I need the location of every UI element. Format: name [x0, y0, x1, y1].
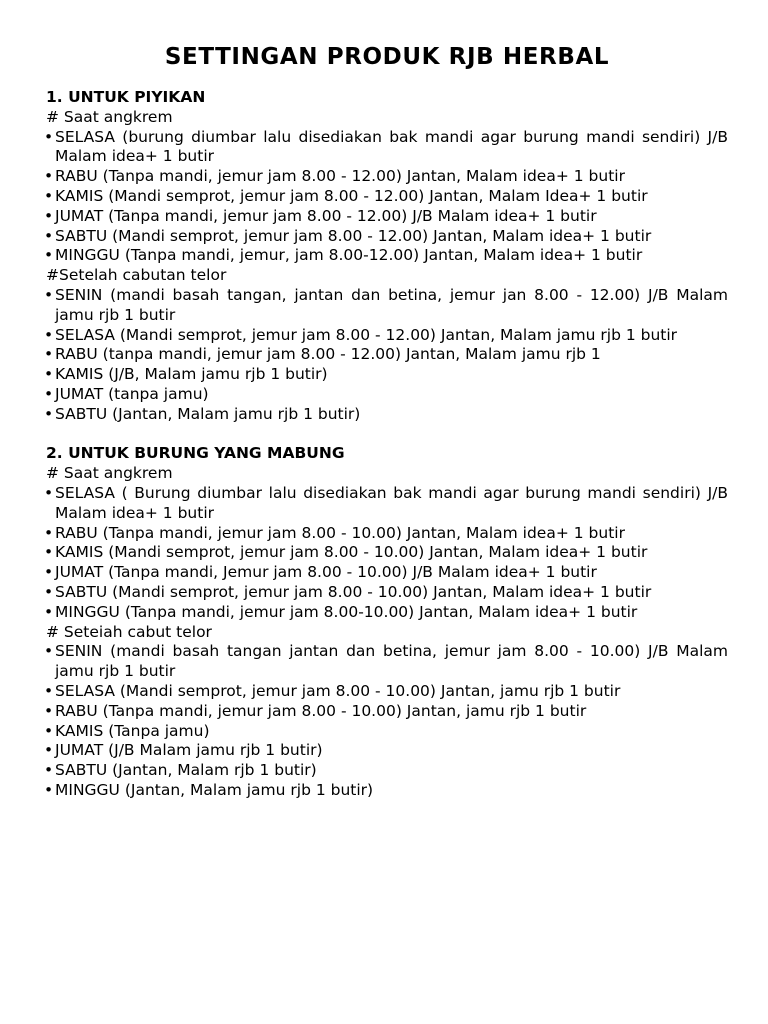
bullet: • — [44, 325, 54, 344]
list-item — [46, 603, 728, 623]
group-label: #Setelah cabutan telor — [46, 266, 227, 285]
list-item — [46, 365, 728, 385]
list-item-text: SELASA ( Burung diumbar lalu disediakan bak mandi agar burung mandi sendiri) J/B Malam idea+ 1 butir — [55, 483, 728, 522]
list-item — [46, 524, 728, 544]
list-item-text: KAMIS (Mandi semprot, jemur jam 8.00 - 10.00) Jantan, Malam idea+ 1 butir — [55, 543, 648, 562]
list-item — [46, 345, 728, 365]
list-item-text: SELASA (Mandi semprot, jemur jam 8.00 - 10.00) Jantan, jamu rjb 1 butir — [55, 681, 621, 700]
section-heading: 1. UNTUK PIYIKAN — [46, 88, 206, 106]
list-item — [46, 484, 728, 524]
schedule-list — [46, 642, 728, 800]
bullet: • — [44, 602, 54, 621]
list-item-text: RABU (Tanpa mandi, jemur jam 8.00 - 10.00) Jantan, jamu rjb 1 butir — [55, 701, 587, 720]
list-item-text: JUMAT (J/B Malam jamu rjb 1 butir) — [55, 741, 323, 760]
list-item — [46, 761, 728, 781]
group-label: # Seteiah cabut telor — [46, 622, 212, 641]
bullet: • — [44, 206, 54, 225]
list-item-text: SABTU (Jantan, Malam rjb 1 butir) — [55, 761, 317, 780]
section-spacer — [46, 425, 728, 445]
list-item — [46, 405, 728, 425]
bullet: • — [44, 404, 54, 423]
bullet: • — [44, 741, 54, 760]
bullet: • — [44, 681, 54, 700]
list-item — [46, 722, 728, 742]
bullet: • — [44, 563, 54, 582]
list-item — [46, 563, 728, 583]
bullet: • — [44, 365, 54, 384]
list-item — [46, 246, 728, 266]
document-title: SETTINGAN PRODUK RJB HERBAL — [164, 44, 610, 70]
list-item — [46, 167, 728, 187]
list-item-text: RABU (Tanpa mandi, jemur jam 8.00 - 12.00) Jantan, Malam idea+ 1 butir — [55, 167, 625, 186]
list-item-text: MINGGU (Jantan, Malam jamu rjb 1 butir) — [55, 780, 374, 799]
schedule-list — [46, 484, 728, 623]
list-item-text: RABU (Tanpa mandi, jemur jam 8.00 - 10.00) Jantan, Malam idea+ 1 butir — [55, 523, 625, 542]
bullet: • — [44, 543, 54, 562]
schedule-list — [46, 286, 728, 425]
bullet: • — [44, 127, 54, 146]
bullet: • — [44, 384, 54, 403]
list-item-text: SABTU (Jantan, Malam jamu rjb 1 butir) — [55, 404, 361, 423]
list-item — [46, 326, 728, 346]
bullet: • — [44, 642, 54, 661]
list-item-text: SELASA (burung diumbar lalu disediakan bak mandi agar burung mandi sendiri) J/B Malam idea+ 1 butir — [55, 127, 728, 166]
section-mabung — [46, 444, 728, 800]
section-piyikan — [46, 88, 728, 425]
list-item — [46, 583, 728, 603]
bullet: • — [44, 167, 54, 186]
list-item-text: MINGGU (Tanpa mandi, jemur jam 8.00-10.00) Jantan, Malam idea+ 1 butir — [55, 602, 638, 621]
list-item — [46, 642, 728, 682]
bullet: • — [44, 345, 54, 364]
list-item-text: KAMIS (J/B, Malam jamu rjb 1 butir) — [55, 365, 328, 384]
list-item — [46, 543, 728, 563]
section-heading: 2. UNTUK BURUNG YANG MABUNG — [46, 444, 345, 463]
list-item-text: RABU (tanpa mandi, jemur jam 8.00 - 12.00) Jantan, Malam jamu rjb 1 — [55, 345, 601, 364]
list-item-text: JUMAT (Tanpa mandi, jemur jam 8.00 - 12.00) J/B Malam idea+ 1 butir — [55, 206, 597, 225]
list-item-text: JUMAT (Tanpa mandi, Jemur jam 8.00 - 10.00) J/B Malam idea+ 1 butir — [55, 563, 597, 582]
list-item — [46, 385, 728, 405]
list-item — [46, 207, 728, 227]
list-item — [46, 187, 728, 207]
list-item-text: JUMAT (tanpa jamu) — [55, 384, 209, 403]
bullet: • — [44, 186, 54, 205]
list-item — [46, 128, 728, 168]
list-item-text: SENIN (mandi basah tangan jantan dan betina, jemur jam 8.00 - 10.00) J/B Malam jamu rjb 1 butir — [55, 642, 728, 681]
bullet: • — [44, 701, 54, 720]
bullet: • — [44, 523, 54, 542]
list-item — [46, 781, 728, 801]
bullet: • — [44, 483, 54, 502]
bullet: • — [44, 780, 54, 799]
list-item — [46, 227, 728, 247]
list-item-text: KAMIS (Mandi semprot, jemur jam 8.00 - 12.00) Jantan, Malam Idea+ 1 butir — [55, 186, 648, 205]
list-item-text: MINGGU (Tanpa mandi, jemur, jam 8.00-12.00) Jantan, Malam idea+ 1 butir — [55, 246, 643, 265]
bullet: • — [44, 285, 54, 304]
bullet: • — [44, 721, 54, 740]
list-item — [46, 286, 728, 326]
bullet: • — [44, 226, 54, 245]
list-item-text: SABTU (Mandi semprot, jemur jam 8.00 - 10.00) Jantan, Malam idea+ 1 butir — [55, 582, 652, 601]
bullet: • — [44, 761, 54, 780]
list-item — [46, 741, 728, 761]
bullet: • — [44, 246, 54, 265]
group-label: # Saat angkrem — [46, 107, 173, 126]
list-item — [46, 682, 728, 702]
bullet: • — [44, 582, 54, 601]
list-item-text: SENIN (mandi basah tangan, jantan dan betina, jemur jan 8.00 - 12.00) J/B Malam jamu rjb 1 butir — [55, 285, 728, 324]
schedule-list — [46, 128, 728, 267]
list-item-text: KAMIS (Tanpa jamu) — [55, 721, 210, 740]
list-item-text: SABTU (Mandi semprot, jemur jam 8.00 - 12.00) Jantan, Malam idea+ 1 butir — [55, 226, 652, 245]
group-label: # Saat angkrem — [46, 464, 173, 483]
list-item — [46, 702, 728, 722]
list-item-text: SELASA (Mandi semprot, jemur jam 8.00 - 12.00) Jantan, Malam jamu rjb 1 butir — [55, 325, 678, 344]
